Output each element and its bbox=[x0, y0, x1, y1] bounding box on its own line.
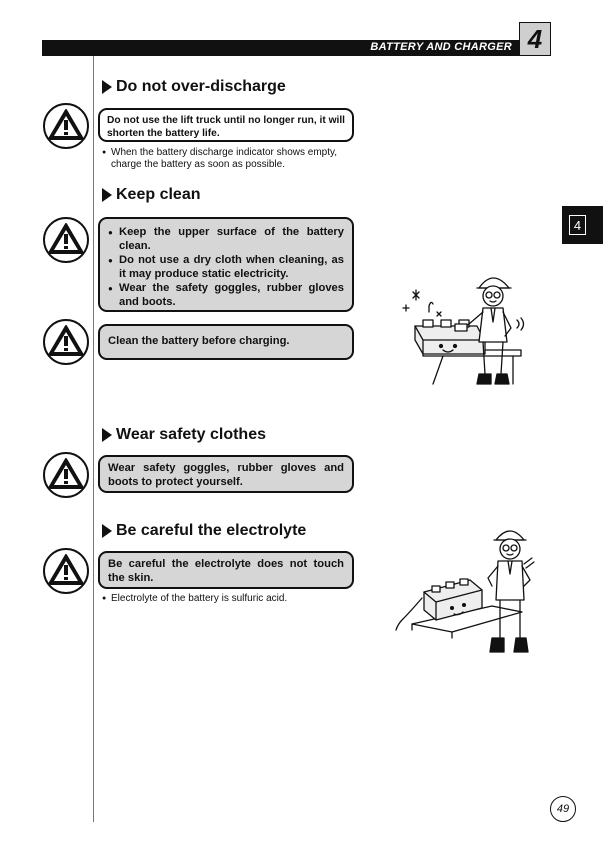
warning-triangle-icon bbox=[42, 451, 90, 499]
section-heading: Wear safety clothes bbox=[102, 426, 266, 444]
triangle-bullet-icon bbox=[102, 428, 112, 442]
warning-box bbox=[98, 217, 354, 312]
margin-rule bbox=[93, 56, 94, 822]
side-tab-label: 4 bbox=[569, 215, 586, 235]
warning-box: Wear safety goggles, rubber gloves and boots to protect yourself. bbox=[98, 455, 354, 493]
page-number: 49 bbox=[550, 796, 576, 822]
warning-triangle-icon bbox=[42, 216, 90, 264]
header-title: BATTERY AND CHARGER bbox=[370, 41, 512, 53]
warning-box: Do not use the lift truck until no longer run, it will shorten the battery life. bbox=[98, 108, 354, 142]
section-heading: Do not over-discharge bbox=[102, 78, 286, 96]
note bbox=[102, 593, 354, 605]
worker-by-battery-illustration bbox=[392, 528, 542, 658]
section-heading: Keep clean bbox=[102, 186, 200, 204]
list-item: ● Keep the upper surface of the battery clean. bbox=[108, 226, 344, 253]
note-text: ● When the battery discharge indicator shows empty, charge the battery as soon as possible. bbox=[102, 147, 354, 171]
warning-triangle-icon bbox=[42, 102, 90, 150]
warning-box: Be careful the electrolyte does not touch the skin. bbox=[98, 551, 354, 589]
note bbox=[102, 147, 354, 171]
section-heading: Be careful the electrolyte bbox=[102, 522, 306, 540]
list-item: ● Wear the safety goggles, rubber gloves and boots. bbox=[108, 282, 344, 309]
chapter-number: 4 bbox=[519, 22, 551, 56]
note-text: ● Electrolyte of the battery is sulfuric acid. bbox=[102, 593, 354, 605]
list-item: ● Do not use a dry cloth when cleaning, as it may produce static electricity. bbox=[108, 254, 344, 281]
triangle-bullet-icon bbox=[102, 524, 112, 538]
worker-cleaning-battery-illustration bbox=[393, 262, 533, 392]
warning-triangle-icon bbox=[42, 547, 90, 595]
side-tab[interactable] bbox=[562, 206, 603, 244]
triangle-bullet-icon bbox=[102, 80, 112, 94]
warning-box: Clean the battery before charging. bbox=[98, 324, 354, 360]
warning-triangle-icon bbox=[42, 318, 90, 366]
header-bar bbox=[42, 40, 520, 56]
triangle-bullet-icon bbox=[102, 188, 112, 202]
